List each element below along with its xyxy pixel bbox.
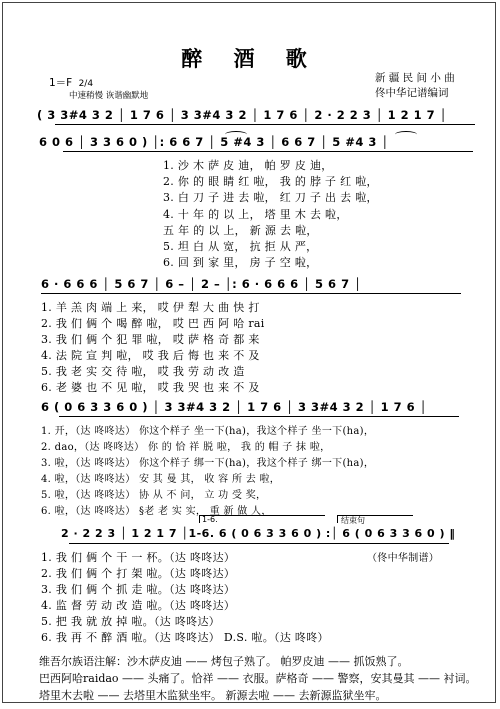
- lyric-verse-2: 2. dao，（达 咚咚达） 你 的 恰 祥 脱 啦， 我 的 帽 子 抹 啦，: [41, 442, 331, 453]
- lyric-verse-2: 2. 我 们 俩 个 打 架 啦。（达 咚咚达）: [41, 567, 236, 580]
- volta-bracket-end: [199, 515, 200, 523]
- lyric-verse-5: 5. 我 老 实 交 待 啦， 哎 我 劳 动 改 造: [41, 365, 245, 378]
- publisher-credit: （佟中华制谱）: [367, 553, 440, 564]
- credit-line-2: 佟中华记谱编词: [375, 87, 449, 99]
- lyric-verse-3: 3. 我 们 俩 个 抓 走 啦。（达 咚咚达）: [41, 583, 236, 596]
- lyric-verse-4b: 五 年 的 以 上， 新 源 去 啦，: [163, 224, 318, 237]
- lyric-verse-6: 6. 回 到 家 里， 房 子 空 啦，: [163, 256, 318, 269]
- lyric-verse-6: 6. 老 婆 也 不 见 啦， 哎 我 哭 也 来 不 及: [41, 381, 260, 394]
- volta-label: 1-6.: [202, 515, 218, 524]
- music-row-3: 6 · 6 6 6 │ 5 6 7 │ 6 – │ 2 – │: 6 · 6 6 6 │ 5 6 7 │: [41, 277, 362, 291]
- lyric-verse-1: 1. 我 们 俩 个 干 一 杯。（达 咚咚达）: [41, 551, 236, 564]
- lyric-verse-1: 1. 开，（达 咚咚达） 你这个样子 坐一下(ha)，我这个样子 坐一下(ha)，: [41, 426, 375, 437]
- lyric-verse-5: 5. 把 我 就 放 掉 啦。（达 咚咚达）: [41, 615, 221, 628]
- annotation-line-2: 巴西阿哈raidao —— 头痛了。恰祥 —— 衣服。萨格奇 —— 警察，安其曼其 —— 衬词。: [39, 672, 477, 685]
- beam-line: [63, 151, 473, 152]
- music-row-2: 6 0 6 │ 3 3 6 0 ) │: 6 6 7 │ 5 #4 3 │ 6 6 7 │ 5 #4 3 │: [39, 135, 389, 149]
- lyric-verse-3: 3. 白 刀 子 进 去 啦， 红 刀 子 出 去 啦，: [163, 191, 378, 204]
- volta-bracket: [199, 515, 325, 516]
- lyric-verse-1: 1. 羊 羔 肉 端 上 来， 哎 伊 犁 大 曲 快 打: [41, 301, 260, 314]
- beam-line: [41, 293, 461, 294]
- music-row-4: 6 ( 0 6 3 3 6 0 ) │ 3 3#4 3 2 │ 1 7 6 │ 3 3#4 3 2 │ 1 7 6 │: [41, 400, 428, 414]
- lyric-verse-3: 3. 我 们 俩 个 犯 罪 啦， 哎 萨 格 奇 都 来: [41, 333, 260, 346]
- lyric-verse-4: 4. 法 院 宣 判 啦， 哎 我 后 悔 也 来 不 及: [41, 349, 260, 362]
- lyric-verse-1: 1. 沙 木 萨 皮 迪， 帕 罗 皮 迪，: [163, 159, 333, 172]
- tempo-marking: 中速稍慢 诙谐幽默地: [69, 91, 149, 101]
- ending-label: 结束句: [341, 516, 365, 525]
- lyric-verse-2: 2. 你 的 眼 睛 红 啦， 我 的 脖 子 红 啦，: [163, 175, 378, 188]
- lyric-verse-5: 5. 啦，（达 咚咚达） 协 从 不 问， 立 功 受 奖，: [41, 490, 267, 501]
- lyric-verse-5: 5. 坦 白 从 宽， 抗 拒 从 严，: [163, 240, 318, 253]
- annotation-line-1: 维吾尔族语注解：沙木萨皮迪 —— 烤包子熟了。 帕罗皮迪 —— 抓饭熟了。: [39, 655, 409, 668]
- annotation-line-3: 塔里木去啦 —— 去塔里木监狱坐牢。 新源去啦 —— 去新源监狱坐牢。: [39, 689, 387, 702]
- lyric-verse-4: 4. 监 督 劳 动 改 造 啦。（达 咚咚达）: [41, 599, 236, 612]
- song-title: 醉 酒 歌: [181, 46, 319, 71]
- lyric-verse-6: 6. 啦，（达 咚咚达） §老 老 实 实， 重 新 做 人，: [41, 506, 272, 517]
- lyric-verse-4a: 4. 十 年 的 以 上， 塔 里 木 去 啦，: [163, 208, 348, 221]
- beam-line: [55, 124, 475, 125]
- slur-mark: [395, 131, 417, 138]
- lyric-verse-4: 4. 啦，（达 咚咚达） 安 其 曼 其， 收 容 所 去 啦，: [41, 474, 281, 485]
- lyric-verse-2: 2. 我 们 俩 个 喝 醉 啦， 哎 巴 西 阿 哈 rai: [41, 317, 265, 330]
- time-signature: 2/4: [78, 79, 94, 89]
- score-page: [2, 2, 496, 703]
- ending-bracket-end: [337, 515, 338, 523]
- beam-line: [59, 416, 459, 417]
- music-row-5: 2 · 2 2 3 │ 1 2 1 7 │1-6. 6 ( 0 6 3 3 6 0 ) :│ 6 ( 0 6 3 3 6 0 ) ‖: [61, 527, 456, 540]
- lyric-verse-3: 3. 啦，（达 咚咚达） 你这个样子 绑一下(ha)，我这个样子 绑一下(ha)，: [41, 458, 375, 469]
- key-label: 1＝F: [49, 77, 73, 89]
- lyric-verse-6: 6. 我 再 不 醉 酒 啦。（达 咚咚达） D.S. 啦。（达 咚咚）: [41, 631, 329, 644]
- slur-mark: [225, 131, 247, 138]
- credit-line-1: 新 疆 民 间 小 曲: [375, 72, 455, 84]
- key-signature: [49, 75, 93, 90]
- beam-line: [69, 543, 449, 544]
- music-row-1: ( 3 3#4 3 2 │ 1 7 6 │ 3 3#4 3 2 │ 1 7 6 │ 2 · 2 2 3 │ 1 2 1 7 │: [37, 108, 448, 122]
